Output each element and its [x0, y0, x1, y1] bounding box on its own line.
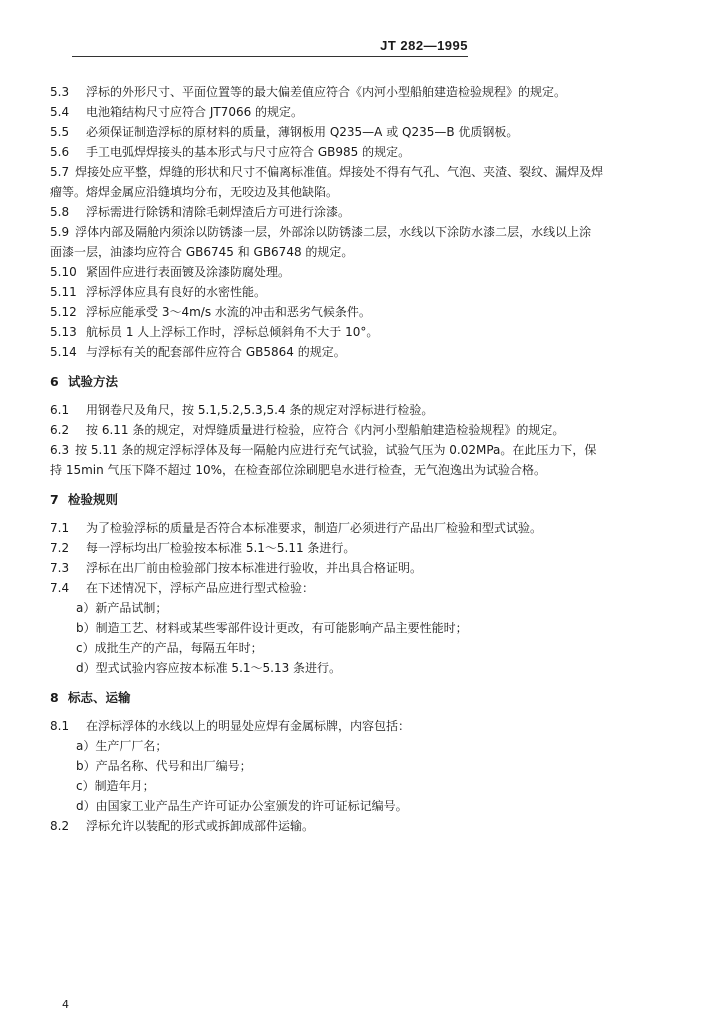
list-item: a）生产厂厂名；: [76, 739, 168, 753]
clause: [50, 102, 690, 122]
clause-text: 浮标浮体应具有良好的水密性能。: [86, 285, 267, 299]
section-title: 标志、运输: [68, 690, 131, 705]
clause-number: 5.4: [50, 105, 70, 119]
clause-number: 5.10: [50, 265, 77, 279]
clause-number: 5.9: [50, 225, 70, 239]
clause: [50, 282, 690, 302]
clause: [50, 538, 690, 558]
clause-text: 在浮标浮体的水线以上的明显处应焊有金属标牌，内容包括：: [86, 719, 411, 733]
clause-text: 按 6.11 条的规定，对焊缝质量进行检验，应符合《内河小型船舶建造检验规程》的规定。: [86, 423, 565, 437]
clause-text: 用钢卷尺及角尺，按 5.1,5.2,5.3,5.4 条的规定对浮标进行检验。: [86, 403, 434, 417]
section-heading: [50, 490, 690, 510]
clause-number: 5.8: [50, 205, 70, 219]
clause: [50, 558, 690, 578]
clause: [50, 322, 690, 342]
clause: [50, 262, 690, 282]
section-heading: [50, 372, 690, 392]
clause: [50, 816, 690, 836]
clause-text: 每一浮标均出厂检验按本标准 5.1～5.11 条进行。: [86, 541, 356, 555]
list-item: b）制造工艺、材料或某些零部件设计更改，有可能影响产品主要性能时；: [76, 621, 468, 635]
list-item: c）成批生产的产品，每隔五年时；: [76, 641, 263, 655]
clause: [50, 420, 690, 440]
clause: [50, 342, 690, 362]
section-heading: [50, 688, 690, 708]
section-number: 6: [50, 374, 59, 389]
clause-number: 5.5: [50, 125, 70, 139]
clause: [50, 142, 690, 162]
clause-text: 浮标允许以装配的形式或拆卸成部件运输。: [86, 819, 315, 833]
clause-number: 5.12: [50, 305, 77, 319]
clause-number: 8.1: [50, 719, 70, 733]
clause-text: 浮标需进行除锈和清除毛刺焊渣后方可进行涂漆。: [86, 205, 351, 219]
clause: [50, 162, 690, 202]
clause-text: 浮标应能承受 3～4m/s 水流的冲击和恶劣气候条件。: [86, 305, 371, 319]
section-number: 7: [50, 492, 59, 507]
list-item: c）制造年月；: [76, 779, 155, 793]
clause-text-line: 焊接处应平整，焊缝的形状和尺寸不偏离标准值。焊接处不得有气孔、气泡、夹渣、裂纹、漏焊及焊: [75, 165, 604, 179]
clause-text: 在下述情况下，浮标产品应进行型式检验：: [86, 581, 315, 595]
clause-text: 为了检验浮标的质量是否符合本标准要求，制造厂必须进行产品出厂检验和型式试验。: [86, 521, 543, 535]
list-item: d）由国家工业产品生产许可证办公室颁发的许可证标记编号。: [76, 799, 408, 813]
clause: [50, 122, 690, 142]
clause-number: 5.13: [50, 325, 77, 339]
clause-text: 浮标的外形尺寸、平面位置等的最大偏差值应符合《内河小型船舶建造检验规程》的规定。: [86, 85, 567, 99]
clause-number: 6.1: [50, 403, 70, 417]
clause-text-line: 按 5.11 条的规定浮标浮体及每一隔舱内应进行充气试验，试验气压为 0.02MPa。在此压力下，保: [75, 443, 597, 457]
clause-text: 航标员 1 人上浮标工作时，浮标总倾斜角不大于 10°。: [86, 325, 379, 339]
section-number: 8: [50, 690, 59, 705]
clause-number: 6.3: [50, 443, 70, 457]
clause-text-line: 浮体内部及隔舱内须涂以防锈漆一层，外部涂以防锈漆二层，水线以下涂防水漆二层，水线以上涂: [75, 225, 592, 239]
clause-number: 5.7: [50, 165, 70, 179]
clause-number: 7.4: [50, 581, 70, 595]
clause-text: 电池箱结构尺寸应符合 JT7066 的规定。: [86, 105, 304, 119]
clause-text-line: 持 15min 气压下降不超过 10%，在检查部位涂刷肥皂水进行检查，无气泡逸出为试验合格。: [50, 463, 547, 477]
clause: [50, 400, 690, 420]
clause-text: 必须保证制造浮标的原材料的质量，薄钢板用 Q235—A 或 Q235—B 优质钢板。: [86, 125, 519, 139]
clause-number: 5.11: [50, 285, 77, 299]
list-item: b）产品名称、代号和出厂编号；: [76, 759, 252, 773]
clause-number: 7.3: [50, 561, 70, 575]
clause-text: 手工电弧焊焊接头的基本形式与尺寸应符合 GB985 的规定。: [86, 145, 411, 159]
clause-text-line: 面漆一层，油漆均应符合 GB6745 和 GB6748 的规定。: [50, 245, 354, 259]
list-item: a）新产品试制；: [76, 601, 168, 615]
clause: [50, 202, 690, 222]
clause-number: 5.14: [50, 345, 77, 359]
clause: [50, 716, 690, 736]
clause: [50, 578, 690, 598]
standard-code: JT 282—1995: [380, 38, 468, 53]
clause-number: 6.2: [50, 423, 70, 437]
list-item: d）型式试验内容应按本标准 5.1～5.13 条进行。: [76, 661, 342, 675]
clause: [50, 440, 690, 480]
page-header: [72, 38, 468, 57]
section-title: 检验规则: [68, 492, 119, 507]
clause: [50, 82, 690, 102]
clause-number: 5.6: [50, 145, 70, 159]
page-number: 4: [62, 998, 69, 1011]
clause-text-line: 瘤等。熔焊金属应沿缝填均分布，无咬边及其他缺陷。: [50, 185, 339, 199]
document-body: [50, 82, 690, 836]
clause-number: 5.3: [50, 85, 70, 99]
clause: [50, 518, 690, 538]
clause-number: 7.2: [50, 541, 70, 555]
clause-number: 8.2: [50, 819, 70, 833]
clause: [50, 302, 690, 322]
clause-number: 7.1: [50, 521, 70, 535]
clause-text: 紧固件应进行表面镀及涂漆防腐处理。: [86, 265, 291, 279]
clause-text: 浮标在出厂前由检验部门按本标准进行验收，并出具合格证明。: [86, 561, 423, 575]
clause: [50, 222, 690, 262]
clause-text: 与浮标有关的配套部件应符合 GB5864 的规定。: [86, 345, 346, 359]
section-title: 试验方法: [68, 374, 119, 389]
